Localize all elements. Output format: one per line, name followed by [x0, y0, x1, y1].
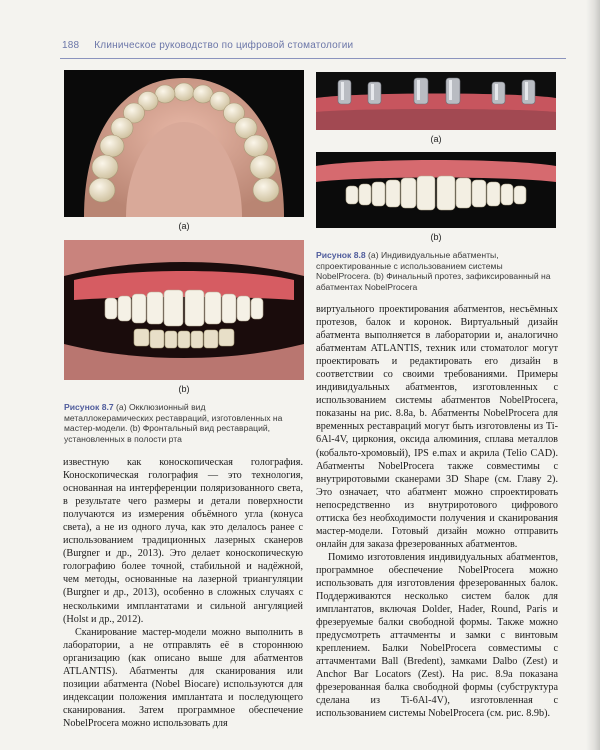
figure-8-8-caption-text: (a) Индивидуальные абатменты, спроектированные с использованием системы NobelProcera. (b) Финальный протез, зафиксированный на абатментах NobelProcera: [316, 250, 551, 292]
running-header: [62, 40, 562, 51]
figure-8-8-caption-label: Рисунок 8.8: [316, 250, 366, 260]
page-spine-shadow: [586, 0, 600, 750]
prosthesis-illustration: [316, 152, 556, 228]
running-title: Клиническое руководство по цифровой стоматологии: [94, 40, 354, 51]
paragraph: Помимо изготовления индивидуальных абатментов, программное обеспечение NobelProcera можно использовать для изготовления фрезерованных балок. Поддерживаются несколько систем балок для имплантатов, включая Dolder, Hader, Round, Paris и фрезеруемые балки свободной формы. Также можно предусмотреть аттачменты и замки с винтовым креплением. Балки NobelProcera совместимы с аттачментами Ball (Bredent), замками Dalbo (Zest) и Anchor Bar Locators (Zest). На рис. 8.9a показана фрезерованная балка свободной формы (субструктура сделана из Ti-6Al-4V), изготовленная с использованием системы NobelProcera (см. рис. 8.9b).: [316, 551, 558, 720]
body-text-right-column: [316, 303, 558, 721]
figure-8-8b-prosthesis-photo: [316, 152, 556, 228]
figure-8-7b-frontal-photo: [64, 240, 304, 380]
paragraph: известную как коноскопическая голография. Коноскопическая голография — это технология, основанная на интерференции поляризованного света, в результате чего размеры и детали поверхности получаются из измерения объёмного угла (конуса света), а не из одного луча, как это делалось ранее с использованием традиционных лазерных сканеров (Burgner и др., 2013). Это делает коноскопическую голографию более точной, стабильной и надёжной, чем методы, основанные на лазерной триангуляции (Burgner и др., 2013), особенно в сложных случаях с несколькими имплантатами и сильной ангуляцией (Holst и др., 2012).: [63, 457, 303, 625]
figure-8-7-caption-text: (a) Окклюзионный вид металлокерамических реставраций, изготовленных на мастер-модели. (b) Фронтальный вид реставраций, установленных в полости рта: [64, 402, 283, 444]
figure-8-8a-label: (a): [430, 134, 442, 144]
body-text-left-column: [63, 456, 303, 730]
figure-8-7a-label: (a): [178, 221, 190, 231]
figure-8-7-caption: [64, 402, 290, 444]
figure-8-7-caption-label: Рисунок 8.7: [64, 402, 114, 412]
page-number: 188: [62, 40, 80, 51]
figure-8-7b-label: (b): [178, 384, 190, 394]
paragraph: Сканирование мастер-модели можно выполнить в лаборатории, а не отправлять её в стороннюю организацию (как описано выше для абатментов ATLANTIS). Абатменты для сканирования или позиции абатмента (Nobel Biocare) используются для индексации положения имплантата и последующего сканирования. Затем программное обеспечение NobelProcera можно использовать для: [63, 626, 303, 729]
figure-8-7a-occlusal-photo: [64, 70, 304, 217]
figure-8-8-caption: [316, 250, 556, 292]
paragraph: виртуального проектирования абатментов, несъёмных протезов, балок и коронок. Виртуальный дизайн абатмента выполняется в лаборатории и, аналогично абатментам ATLANTIS, техник или стоматолог могут проектировать и редактировать его дизайн в соответствии со своими требованиями. Примеры индивидуальных абатментов, изготовленных с использованием системы абатментов NobelProcera, показаны на рис. 8.8a, b. Абатменты NobelProcera для временных реставраций могут быть изготовлены из Ti-6Al-4V, циркония, оксида алюминия, сплава металлов (кобальто-хромовый), IPS e.max и акрила (Telio CAD). Абатменты NobelProcera также совместимы с внутриротовыми сканерами 3D Shape (см. Главу 2). Это означает, что абатмент можно спроектировать непосредственно из внутриротового цифрового оттиска без необходимости получения и сканирования мастер-модели. Готовый дизайн можно отправить онлайн для заказа фрезерованных абатментов.: [316, 304, 558, 550]
figure-8-8b-label: (b): [430, 232, 442, 242]
figure-8-8a-abutments-photo: [316, 72, 556, 130]
frontal-smile-illustration: [64, 240, 304, 380]
header-rule: [60, 58, 566, 59]
occlusal-arch-illustration: [64, 70, 304, 217]
abutments-illustration: [316, 72, 556, 130]
